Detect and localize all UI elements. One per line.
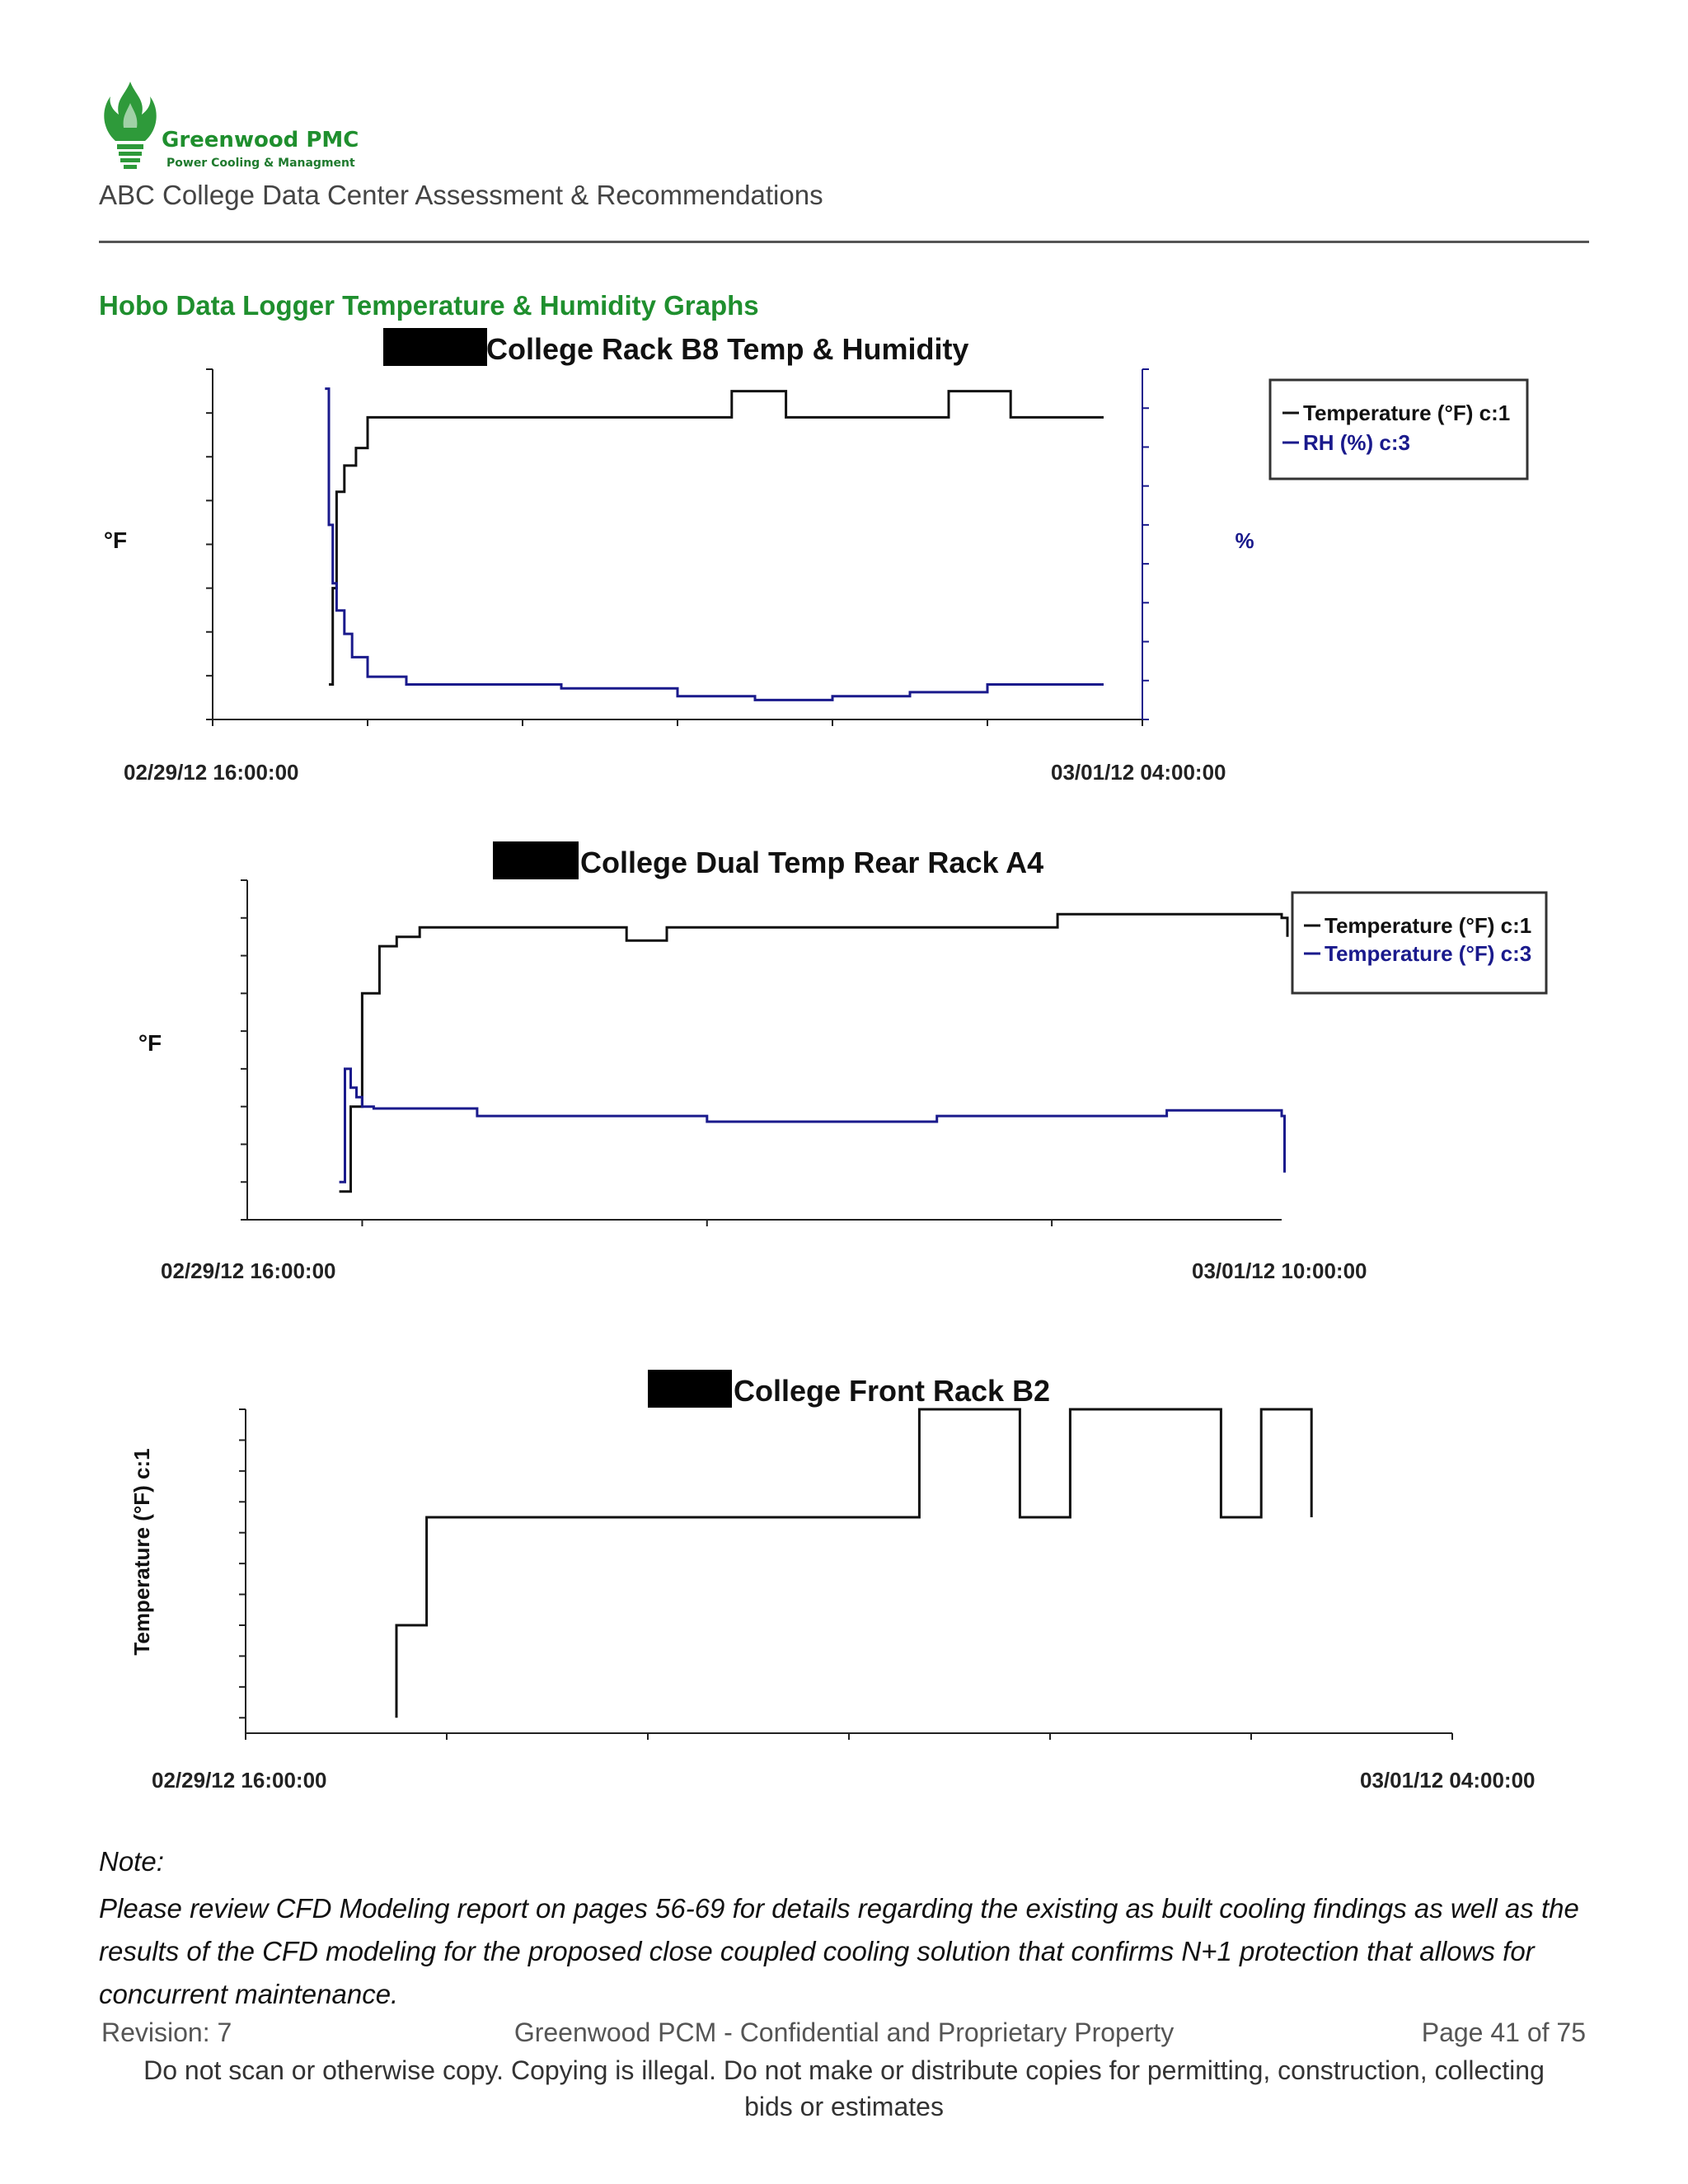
x-end-label: 03/01/12 10:00:00 xyxy=(1192,1258,1367,1283)
chart-title: College Front Rack B2 xyxy=(734,1374,1051,1408)
chart-title-redaction xyxy=(648,1370,732,1408)
series-line-1 xyxy=(329,391,1104,685)
footer-confidential: Greenwood PCM - Confidential and Proprietary Property xyxy=(513,2018,1175,2047)
legend-entry: Temperature (°F) c:1 xyxy=(1325,913,1532,938)
series-line-1 xyxy=(340,914,1287,1192)
x-start-label: 02/29/12 16:00:00 xyxy=(124,760,299,785)
company-logo xyxy=(97,78,377,173)
chart-title-redaction xyxy=(493,841,579,879)
series-line-2 xyxy=(325,389,1104,701)
chart-title: College Rack B8 Temp & Humidity xyxy=(486,332,969,366)
legend-entry: Temperature (°F) c:3 xyxy=(1325,941,1532,966)
series-lines xyxy=(325,389,1104,701)
legend-entry: RH (%) c:3 xyxy=(1303,430,1411,455)
series-lines xyxy=(340,914,1287,1192)
logo-tagline: Power Cooling & Managment xyxy=(166,157,355,170)
x-start-label: 02/29/12 16:00:00 xyxy=(152,1768,327,1793)
footer-revision: Revision: 7 xyxy=(101,2018,232,2047)
series-line-2 xyxy=(340,1069,1285,1182)
y-axis-label: °F xyxy=(103,527,128,553)
chart-title-redaction xyxy=(383,328,487,366)
series-line-1 xyxy=(396,1409,1311,1718)
y2-axis-label: % xyxy=(1235,528,1254,553)
x-end-label: 03/01/12 04:00:00 xyxy=(1360,1768,1536,1793)
chart-front-rack-b2 xyxy=(0,1352,1688,1813)
flame-bulb-icon xyxy=(97,78,163,173)
axes xyxy=(241,880,1282,1226)
note-body: Please review CFD Modeling report on pages 56-69 for details regarding the existing as built cooling findings as well as the results of the CFD modeling for the proposed close coupled cooling solution that confirms N+1 protection that allows for concurrent maintenance. xyxy=(99,1893,1579,2009)
chart-rack-b8 xyxy=(0,313,1688,791)
header-divider xyxy=(99,241,1589,243)
document-title: ABC College Data Center Assessment & Recommendations xyxy=(99,180,823,210)
note-heading: Note: xyxy=(99,1846,164,1877)
footer-copy-warning: Do not scan or otherwise copy. Copying is illegal. Do not make or distribute copies for permitting, construction, collecting bids or estimates xyxy=(143,2055,1545,2121)
chart-title: College Dual Temp Rear Rack A4 xyxy=(580,846,1044,879)
series-lines xyxy=(396,1409,1311,1718)
x-start-label: 02/29/12 16:00:00 xyxy=(161,1258,336,1283)
logo-name: Greenwood PMC xyxy=(162,128,359,152)
chart-rear-rack-a4 xyxy=(0,828,1688,1306)
axes xyxy=(206,369,1149,726)
y-axis-label: °F xyxy=(138,1030,162,1056)
legend-box xyxy=(1270,380,1527,479)
legend-entry: Temperature (°F) c:1 xyxy=(1303,401,1511,425)
axes xyxy=(239,1409,1452,1740)
footer-page-number: Page 41 of 75 xyxy=(1421,2018,1586,2047)
section-title: Hobo Data Logger Temperature & Humidity Graphs xyxy=(99,290,759,321)
y-axis-label: Temperature (°F) c:1 xyxy=(129,1448,154,1656)
x-end-label: 03/01/12 04:00:00 xyxy=(1051,760,1226,785)
